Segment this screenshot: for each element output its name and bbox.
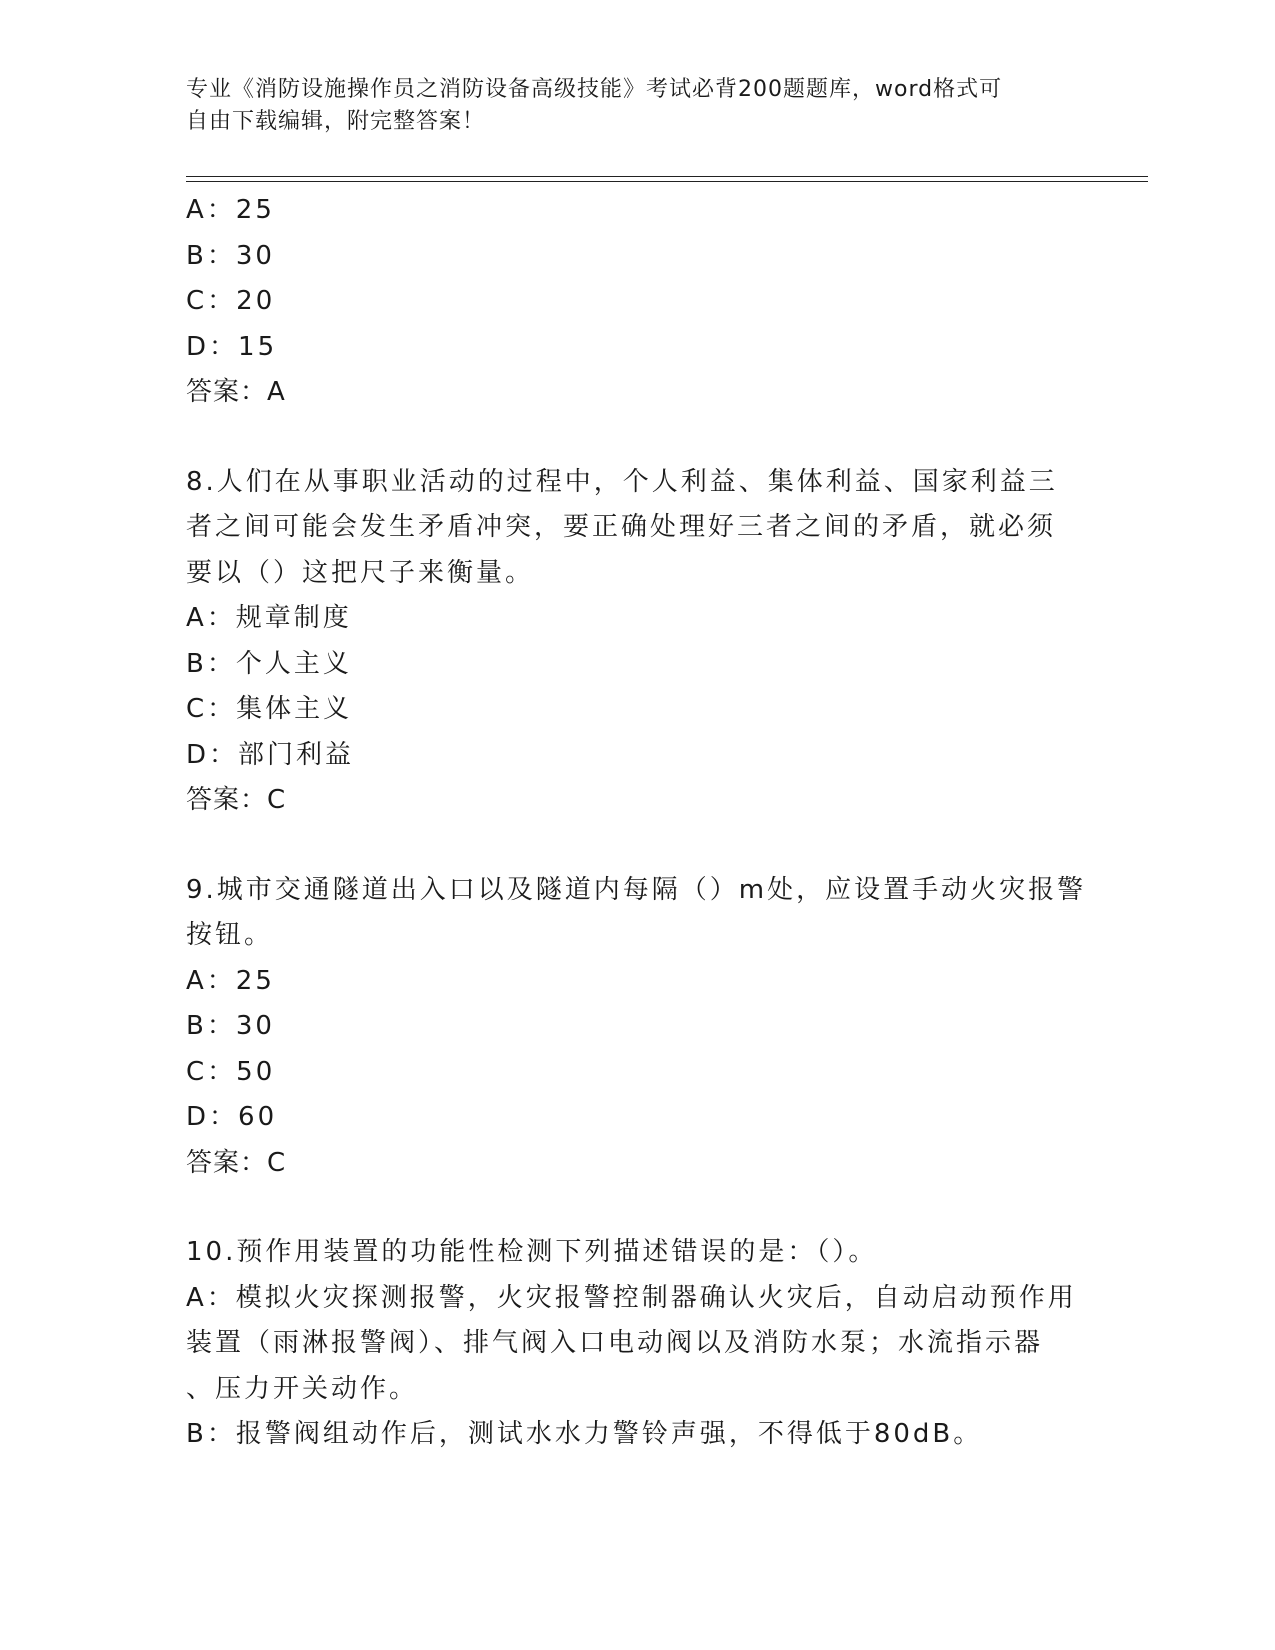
q8-stem-line-3: 要以（）这把尺子来衡量。: [186, 557, 535, 588]
q9-answer: 答案：C: [186, 1147, 287, 1178]
q7-option-b: B：30: [186, 240, 275, 271]
q7-answer: 答案：A: [186, 377, 286, 407]
q10-option-a-line-1: A：模拟火灾探测报警，火灾报警控制器确认火灾后，自动启动预作用: [186, 1282, 1077, 1313]
q8-option-c: C：集体主义: [186, 694, 353, 724]
q9-option-c: C：50: [186, 1056, 276, 1087]
q9-stem-line-1: 9.城市交通隧道出入口以及隧道内每隔（）m处，应设置手动火灾报警: [186, 874, 1087, 905]
header-rule-top: [186, 176, 1148, 177]
q8-answer: 答案：C: [186, 785, 287, 815]
q10-stem-line-1: 10.预作用装置的功能性检测下列描述错误的是：（）。: [186, 1237, 878, 1267]
header-title-line-1: 专业《消防设施操作员之消防设备高级技能》考试必背200题题库，word格式可: [186, 77, 1003, 102]
spacer: [186, 824, 1086, 868]
q8-stem-line-2: 者之间可能会发生矛盾冲突，要正确处理好三者之间的矛盾，就必须: [186, 512, 1057, 542]
q10-option-a-line-3: 、压力开关动作。: [186, 1373, 419, 1404]
q8-option-b: B：个人主义: [186, 648, 352, 679]
q9-option-a: A：25: [186, 965, 275, 996]
q7-option-a: A：25: [186, 195, 275, 225]
question-8: [186, 460, 1086, 824]
header-rule-bottom: [186, 181, 1148, 182]
question-10: [186, 1230, 1086, 1458]
q7-option-d: D：15: [186, 331, 278, 362]
q8-option-d: D：部门利益: [186, 739, 355, 770]
question-7: [186, 188, 1086, 416]
question-content: [186, 188, 1086, 1458]
document-header: [186, 74, 1066, 138]
header-title-line-2: 自由下载编辑，附完整答案！: [186, 109, 486, 134]
q7-option-c: C：20: [186, 286, 276, 316]
question-9: [186, 868, 1086, 1187]
q8-stem-line-1: 8.人们在从事职业活动的过程中，个人利益、集体利益、国家利益三: [186, 466, 1058, 497]
spacer: [186, 416, 1086, 460]
q9-stem-line-2: 按钮。: [186, 920, 274, 950]
spacer: [186, 1186, 1086, 1230]
q10-option-a-line-2: 装置（雨淋报警阀）、排气阀入口电动阀以及消防水泵；水流指示器: [186, 1328, 1044, 1358]
q9-option-b: B：30: [186, 1011, 275, 1041]
q10-option-b: B：报警阀组动作后，测试水水力警铃声强，不得低于80dB。: [186, 1419, 983, 1449]
q9-option-d: D：60: [186, 1102, 278, 1132]
q8-option-a: A：规章制度: [186, 603, 352, 633]
